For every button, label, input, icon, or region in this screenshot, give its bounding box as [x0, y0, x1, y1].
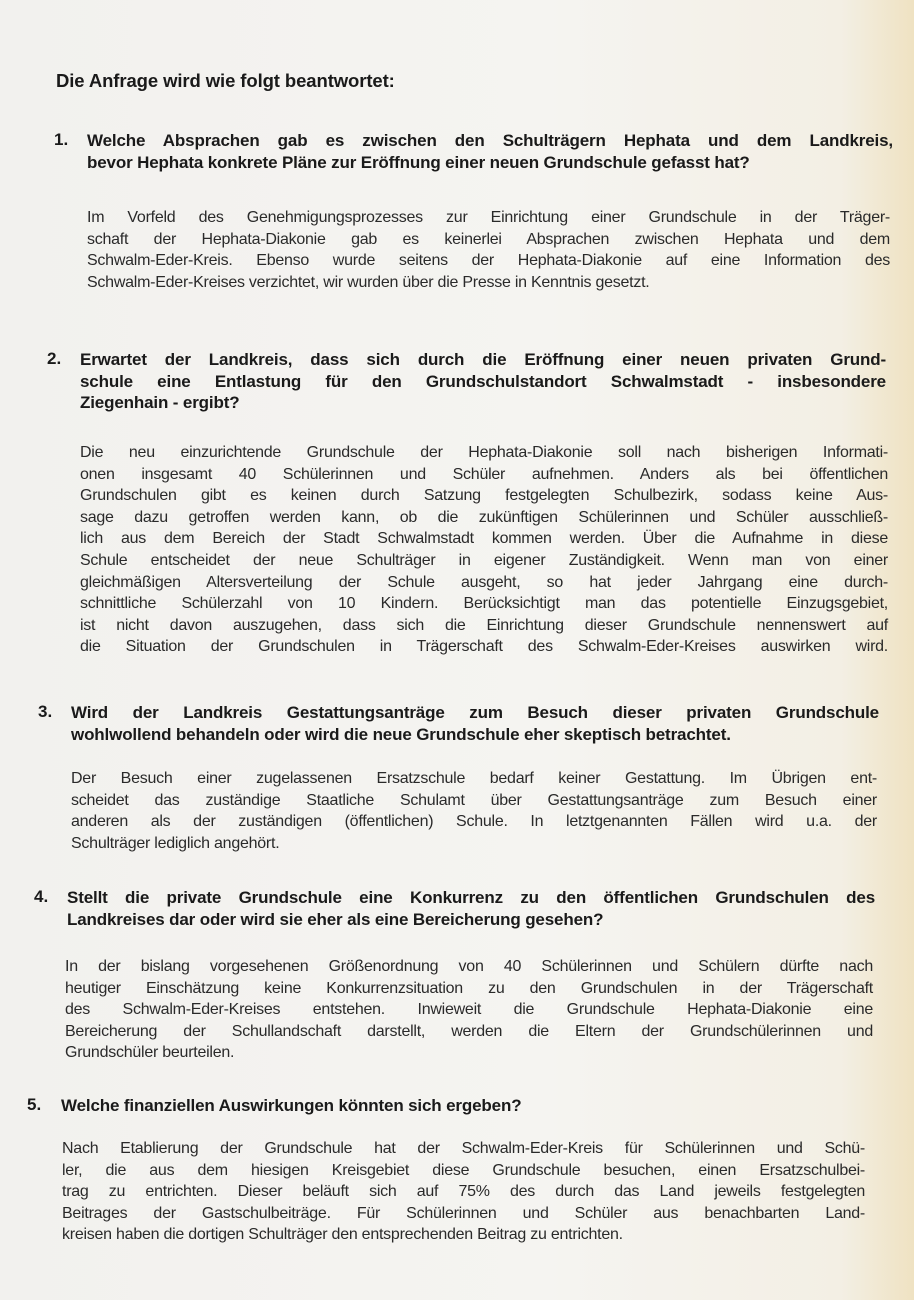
answer-line: trag zu entrichten. Dieser beläuft sich auf 75% des durch das Land jeweils festgelegten [62, 1183, 865, 1201]
answer-line: onen insgesamt 40 Schülerinnen und Schüler aufnehmen. Anders als bei öffentlichen [80, 465, 888, 483]
answer-text [87, 207, 890, 293]
answer-line: kreisen haben die dortigen Schulträger den entsprechenden Beitrag zu entrichten. [62, 1226, 623, 1244]
answer-line: schaft der Hephata-Diakonie gab es keinerlei Absprachen zwischen Hephata und dem [87, 230, 890, 248]
question-title-line: Wird der Landkreis Gestattungsanträge zum Besuch dieser privaten Grundschule [71, 703, 879, 722]
answer-line: lich aus dem Bereich der Stadt Schwalmstadt kommen werden. Über die Aufnahme in diese [80, 530, 888, 548]
answer-line: Im Vorfeld des Genehmigungsprozesses zur Einrichtung einer Grundschule in der Träger- [87, 209, 890, 226]
question-title-line: Welche Absprachen gab es zwischen den Schulträgern Hephata und dem Landkreis, [87, 131, 893, 150]
answer-line: ler, die aus dem hiesigen Kreisgebiet diese Grundschule besuchen, einen Ersatzschulbei- [62, 1161, 865, 1179]
answer-text [80, 442, 888, 658]
question-title-line: Welche finanziellen Auswirkungen könnten sich ergeben? [61, 1096, 522, 1115]
question-title-line: wohlwollend behandeln oder wird die neue Grundschule eher skeptisch betrachtet. [71, 724, 731, 744]
answer-line: des Schwalm-Eder-Kreises entstehen. Inwieweit die Grundschule Hephata-Diakonie eine [65, 1001, 873, 1019]
question-title-line: schule eine Entlastung für den Grundschulstandort Schwalmstadt - insbesondere [80, 371, 886, 391]
question-title-line: bevor Hephata konkrete Pläne zur Eröffnung einer neuen Grundschule gefasst hat? [87, 152, 750, 172]
question-title-line: Ziegenhain - ergibt? [80, 393, 240, 412]
answer-line: sage dazu getroffen werden kann, ob die zukünftigen Schülerinnen und Schüler ausschließ- [80, 508, 888, 526]
answer-line: Schwalm-Eder-Kreis. Ebenso wurde seitens der Hephata-Diakonie auf eine Information des [87, 252, 890, 270]
answer-line: Der Besuch einer zugelassenen Ersatzschule bedarf keiner Gestattung. Im Übrigen ent- [71, 770, 877, 787]
question-number: 4. [34, 887, 49, 906]
question-number: 2. [47, 349, 62, 368]
answer-text [62, 1138, 865, 1246]
answer-line: scheidet das zuständige Staatliche Schulamt über Gestattungsanträge zum Besuch einer [71, 791, 877, 809]
question-title [87, 130, 893, 173]
question-number: 5. [27, 1095, 42, 1114]
answer-line: Die neu einzurichtende Grundschule der Hephata-Diakonie soll nach bisherigen Informati- [80, 444, 888, 461]
question-number: 3. [38, 702, 53, 721]
answer-line: ist nicht davon auszugehen, dass sich die Einrichtung dieser Grundschule nennenswert auf [80, 616, 888, 634]
question-title [61, 1095, 681, 1117]
answer-line: Grundschulen gibt es keinen durch Satzung festgelegten Schulbezirk, sodass keine Aus- [80, 487, 888, 505]
answer-line: Schwalm-Eder-Kreises verzichtet, wir wurden über die Presse in Kenntnis gesetzt. [87, 273, 650, 291]
answer-line: die Situation der Grundschulen in Trägerschaft des Schwalm-Eder-Kreises auswirken wird. [80, 638, 888, 656]
answer-line: gleichmäßigen Altersverteilung der Schule ausgeht, so hat jeder Jahrgang eine durch- [80, 573, 888, 591]
answer-line: schnittliche Schülerzahl von 10 Kindern. Berücksichtigt man das potentielle Einzugsgebiet, [80, 595, 888, 613]
answer-line: Schulträger lediglich angehört. [71, 834, 280, 852]
answer-line: Beitrages der Gastschulbeiträge. Für Schülerinnen und Schüler aus benachbarten Land- [62, 1204, 865, 1222]
question-title [67, 887, 875, 930]
question-title-line: Stellt die private Grundschule eine Konkurrenz zu den öffentlichen Grundschulen des [67, 888, 875, 907]
answer-line: In der bislang vorgesehenen Größenordnung von 40 Schülerinnen und Schülern dürfte nach [65, 958, 873, 975]
question-title [71, 702, 879, 745]
answer-text [65, 956, 873, 1064]
answer-line: heutiger Einschätzung keine Konkurrenzsituation zu den Grundschulen in der Trägerschaft [65, 979, 873, 997]
question-title-line: Landkreises dar oder wird sie eher als eine Bereicherung gesehen? [67, 909, 604, 929]
question-title [80, 349, 886, 414]
answer-line: Nach Etablierung der Grundschule hat der Schwalm-Eder-Kreis für Schülerinnen und Schü- [62, 1140, 865, 1157]
answer-line: Bereicherung der Schullandschaft darstellt, werden die Eltern der Grundschülerinnen und [65, 1022, 873, 1040]
answer-line: Schule entscheidet der neue Schulträger in eigener Zuständigkeit. Wenn man von einer [80, 551, 888, 569]
answer-text [71, 768, 877, 854]
question-number: 1. [54, 130, 69, 149]
answer-line: anderen als der zuständigen (öffentlichen) Schule. In letztgenannten Fällen wird u.a. der [71, 813, 877, 831]
intro-heading: Die Anfrage wird wie folgt beantwortet: [56, 70, 395, 91]
question-title-line: Erwartet der Landkreis, dass sich durch die Eröffnung einer neuen privaten Grund- [80, 350, 886, 369]
answer-line: Grundschüler beurteilen. [65, 1044, 235, 1062]
